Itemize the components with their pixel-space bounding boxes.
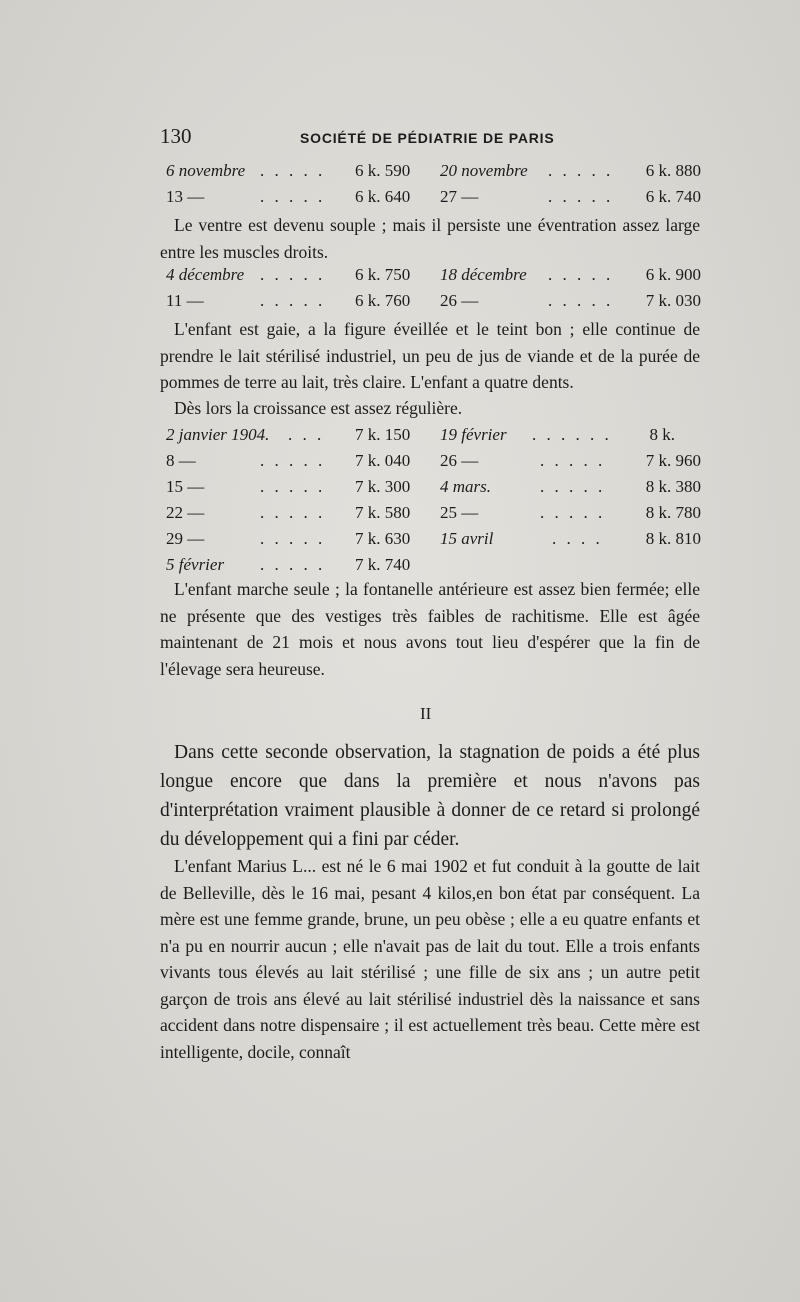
weight-cell: 8 k. 380 <box>645 477 701 496</box>
leader-dots: . . . . . <box>260 555 326 574</box>
weight-cell: 8 k. 810 <box>645 529 701 548</box>
leader-dots: . . . . <box>552 529 603 548</box>
weight-cell: 6 k. 760 <box>355 291 411 310</box>
table-row <box>160 184 705 210</box>
weight-cell: 6 k. 640 <box>355 187 411 206</box>
weight-cell: 7 k. 300 <box>355 477 411 496</box>
date-cell: 27 — <box>440 187 479 206</box>
date-cell: 15 avril <box>440 529 494 548</box>
leader-dots: . . . . . <box>548 291 614 310</box>
date-cell: 15 — <box>166 477 205 496</box>
weight-table-november <box>160 158 705 210</box>
table-row <box>160 552 705 578</box>
weight-cell: 6 k. 590 <box>355 161 411 180</box>
section-heading: II <box>420 704 432 723</box>
leader-dots: . . . <box>288 425 325 444</box>
weight-cell: 7 k. 150 <box>355 425 411 444</box>
date-cell: 8 — <box>166 451 196 470</box>
weight-table-december <box>160 262 705 314</box>
weight-cell: 7 k. 040 <box>355 451 411 470</box>
date-cell: 19 février <box>440 425 507 444</box>
weight-table-1904 <box>160 422 705 578</box>
leader-dots: . . . . . <box>540 451 606 470</box>
weight-cell: 6 k. 900 <box>645 265 701 284</box>
leader-dots: . . . . . <box>548 187 614 206</box>
leader-dots: . . . . . <box>260 161 326 180</box>
paragraph: Le ventre est devenu souple ; mais il persiste une éventration assez large entre les muscles droits. <box>160 215 700 262</box>
paragraph: Dès lors la croissance est assez régulière. <box>174 398 463 418</box>
leader-dots: . . . . . <box>540 477 606 496</box>
table-row <box>160 158 705 184</box>
table-row <box>160 474 705 500</box>
leader-dots: . . . . . <box>548 161 614 180</box>
weight-cell: 7 k. 580 <box>355 503 411 522</box>
leader-dots: . . . . . . <box>532 425 612 444</box>
paragraph: L'enfant Marius L... est né le 6 mai 1902 et fut conduit à la goutte de lait de Belleville, dès le 16 mai, pesant 4 kilos,en bon état par conséquent. La mère est une femme grande, brune, un peu obèse ; elle a eu quatre enfants et n'a pu en nourrir aucun ; elle n'avait pas de lait du tout. Elle a trois enfants vivants tous élevés au lait stérilisé ; une fille de six ans ; un autre petit garçon de trois ans élevé au lait stérilisé industriel dès la naissance et sans accident dans notre dispensaire ; il est actuellement très beau. Cette mère est intelligente, docile, connaît <box>160 856 700 1062</box>
date-cell: 6 novembre <box>166 161 246 180</box>
date-cell: 13 — <box>166 187 205 206</box>
weight-cell: 6 k. 740 <box>645 187 701 206</box>
leader-dots: . . . . . <box>260 451 326 470</box>
lead-paragraph: Dans cette seconde observation, la stagnation de poids a été plus longue encore que dans la première et nous n'avons pas d'interprétation vraiment plausible à donner de ce retard si prolongé du développement qui a fini par céder. <box>160 742 700 850</box>
leader-dots: . . . . . <box>260 477 326 496</box>
date-cell: 26 — <box>440 451 479 470</box>
date-cell: 2 janvier 1904. <box>166 425 270 444</box>
weight-cell: 7 k. 030 <box>645 291 701 310</box>
date-cell: 5 février <box>166 555 225 574</box>
leader-dots: . . . . . <box>260 503 326 522</box>
running-title: SOCIÉTÉ DE PÉDIATRIE DE PARIS <box>300 130 555 146</box>
weight-cell: 7 k. 960 <box>645 451 701 470</box>
table-row <box>160 262 705 288</box>
date-cell: 20 novembre <box>440 161 528 180</box>
table-row <box>160 526 705 552</box>
date-cell: 18 décembre <box>440 265 527 284</box>
paragraph: L'enfant est gaie, a la figure éveillée et le teint bon ; elle continue de prendre le lait stérilisé industriel, un peu de jus de viande et de la purée de pommes de terre au lait, très claire. L'enfant a quatre dents. <box>160 319 700 392</box>
leader-dots: . . . . . <box>548 265 614 284</box>
leader-dots: . . . . . <box>260 265 326 284</box>
table-row <box>160 422 705 448</box>
weight-cell: 7 k. 740 <box>355 555 411 574</box>
weight-cell: 8 k. <box>649 425 675 444</box>
paragraph: L'enfant marche seule ; la fontanelle antérieure est assez bien fermée; elle ne présente que des vestiges très faibles de rachitisme. Elle est âgée maintenant de 21 mois et nous avons tout lieu d'espérer que la fin de l'élevage sera heureuse. <box>160 579 700 679</box>
leader-dots: . . . . . <box>260 291 326 310</box>
page-header <box>160 124 702 154</box>
table-row <box>160 448 705 474</box>
date-cell: 11 — <box>166 291 204 310</box>
weight-cell: 6 k. 750 <box>355 265 411 284</box>
weight-cell: 7 k. 630 <box>355 529 411 548</box>
weight-cell: 6 k. 880 <box>645 161 701 180</box>
leader-dots: . . . . . <box>260 187 326 206</box>
leader-dots: . . . . . <box>260 529 326 548</box>
date-cell: 22 — <box>166 503 205 522</box>
date-cell: 29 — <box>166 529 205 548</box>
page-number: 130 <box>160 124 192 148</box>
weight-cell: 8 k. 780 <box>645 503 701 522</box>
date-cell: 26 — <box>440 291 479 310</box>
table-row <box>160 500 705 526</box>
date-cell: 25 — <box>440 503 479 522</box>
date-cell: 4 décembre <box>166 265 245 284</box>
leader-dots: . . . . . <box>540 503 606 522</box>
date-cell: 4 mars. <box>440 477 492 496</box>
table-row <box>160 288 705 314</box>
